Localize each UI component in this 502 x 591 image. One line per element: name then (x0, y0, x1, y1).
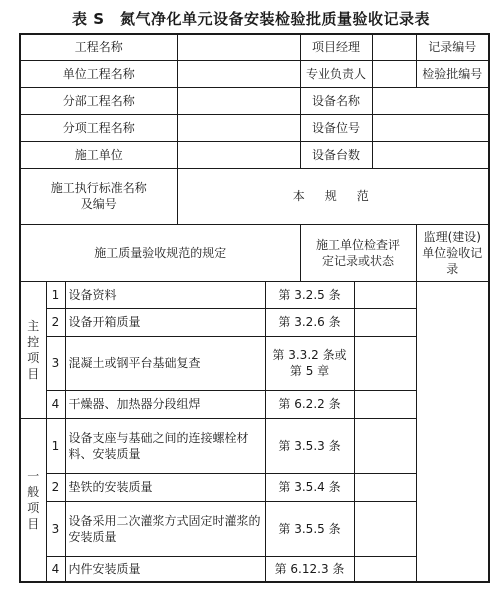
item-description: 设备采用二次灌浆方式固定时灌浆的安装质量 (65, 501, 265, 556)
main-items-label: 主控项目 (20, 281, 46, 418)
page-title: 表 S 氮气净化单元设备安装检验批质量验收记录表 (71, 10, 431, 28)
construction-unit-label: 施工单位 (20, 141, 177, 168)
item-description: 干燥器、加热器分段组焊 (65, 390, 265, 418)
check-record-cell[interactable] (354, 473, 416, 501)
item-number: 3 (46, 501, 65, 556)
inspection-record-table (19, 33, 490, 583)
equipment-tag-label: 设备位号 (300, 114, 372, 141)
general-items-label: 一般项目 (20, 418, 46, 582)
item-description: 内件安装质量 (65, 556, 265, 582)
equipment-count-value[interactable] (372, 141, 489, 168)
item-clause: 第 3.3.2 条或第 5 章 (265, 336, 354, 390)
project-name-value[interactable] (177, 34, 300, 60)
project-manager-value[interactable] (372, 34, 416, 60)
item-description: 设备支座与基础之间的连接螺栓材料、安装质量 (65, 418, 265, 473)
item-project-name-label: 分项工程名称 (20, 114, 177, 141)
check-record-cell[interactable] (354, 556, 416, 582)
responsible-person-value[interactable] (372, 60, 416, 87)
item-clause: 第 3.2.5 条 (265, 281, 354, 308)
spec-column-header: 施工质量验收规范的规定 (20, 224, 300, 281)
item-clause: 第 3.5.5 条 (265, 501, 354, 556)
item-project-name-value[interactable] (177, 114, 300, 141)
record-no-label: 记录编号 (416, 34, 489, 60)
check-record-cell[interactable] (354, 418, 416, 473)
project-name-label: 工程名称 (20, 34, 177, 60)
supervision-record-cell[interactable] (416, 281, 489, 582)
check-record-cell[interactable] (354, 281, 416, 308)
table-row (20, 281, 489, 308)
item-clause: 第 3.5.4 条 (265, 473, 354, 501)
item-description: 混凝土或钢平台基础复查 (65, 336, 265, 390)
check-record-cell[interactable] (354, 336, 416, 390)
item-description: 设备资料 (65, 281, 265, 308)
check-record-cell[interactable] (354, 308, 416, 336)
item-number: 2 (46, 473, 65, 501)
item-clause: 第 3.5.3 条 (265, 418, 354, 473)
equipment-name-value[interactable] (372, 87, 489, 114)
equipment-count-label: 设备台数 (300, 141, 372, 168)
unit-project-name-value[interactable] (177, 60, 300, 87)
item-clause: 第 3.2.6 条 (265, 308, 354, 336)
item-clause: 第 6.2.2 条 (265, 390, 354, 418)
item-description: 垫铁的安装质量 (65, 473, 265, 501)
check-record-column-header: 施工单位检查评定记录或状态 (300, 224, 416, 281)
item-number: 4 (46, 390, 65, 418)
batch-no-label: 检验批编号 (416, 60, 489, 87)
item-number: 2 (46, 308, 65, 336)
standard-value: 本 规 范 (177, 168, 489, 224)
item-number: 3 (46, 336, 65, 390)
equipment-tag-value[interactable] (372, 114, 489, 141)
item-number: 4 (46, 556, 65, 582)
equipment-name-label: 设备名称 (300, 87, 372, 114)
item-number: 1 (46, 418, 65, 473)
sub-project-name-label: 分部工程名称 (20, 87, 177, 114)
item-number: 1 (46, 281, 65, 308)
construction-unit-value[interactable] (177, 141, 300, 168)
item-clause: 第 6.12.3 条 (265, 556, 354, 582)
supervision-column-header: 监理(建设)单位验收记录 (416, 224, 489, 281)
sub-project-name-value[interactable] (177, 87, 300, 114)
project-manager-label: 项目经理 (300, 34, 372, 60)
unit-project-name-label: 单位工程名称 (20, 60, 177, 87)
standard-label: 施工执行标准名称及编号 (20, 168, 177, 224)
item-description: 设备开箱质量 (65, 308, 265, 336)
check-record-cell[interactable] (354, 390, 416, 418)
check-record-cell[interactable] (354, 501, 416, 556)
responsible-person-label: 专业负责人 (300, 60, 372, 87)
